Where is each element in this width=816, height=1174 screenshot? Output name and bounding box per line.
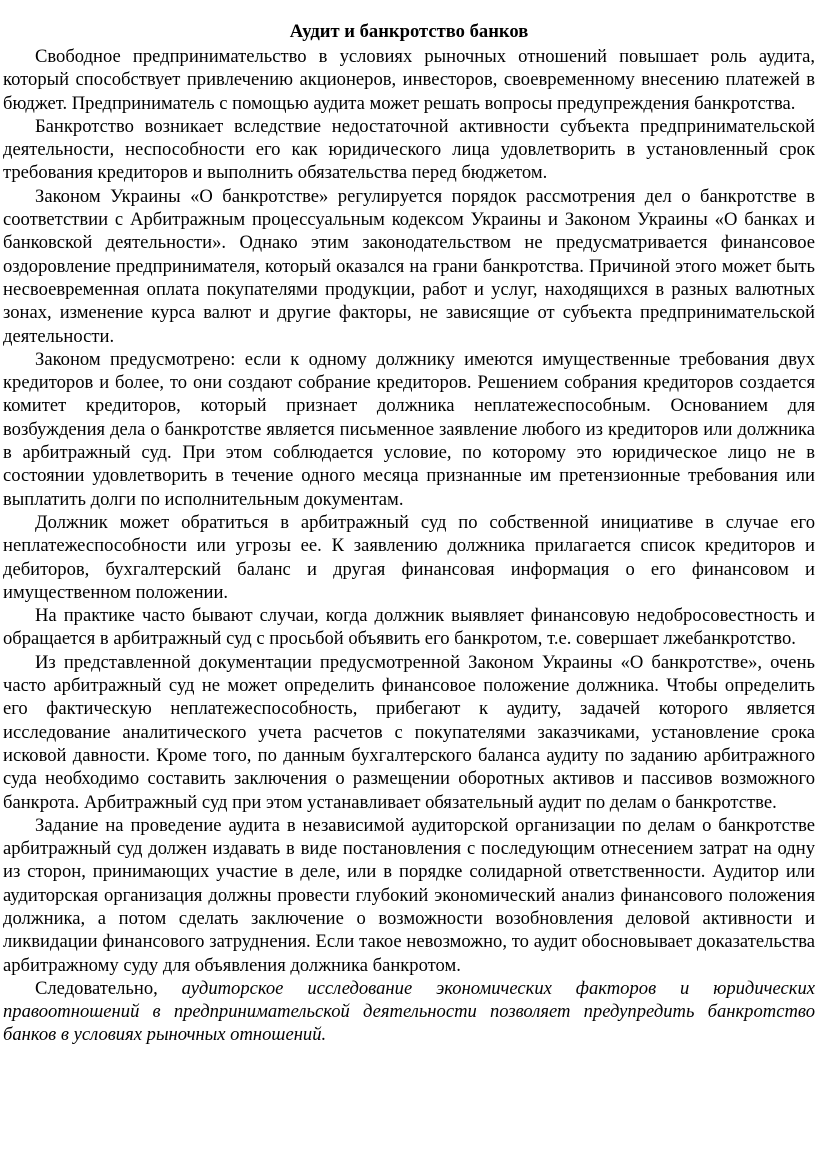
- document-title: Аудит и банкротство банков: [289, 21, 529, 42]
- paragraph-false-bankruptcy: На практике часто бывают случаи, когда должник выявляет финансовую недобросовестность и обращается в арбитражный суд с просьбой объявить его банкротом, т.е. совершает лжебанкротство.: [3, 605, 815, 650]
- paragraph-audit-role: Свободное предпринимательство в условиях рыночных отношений повышает роль аудита, который способствует привлечению акционеров, инвесторов, своевременному внесению платежей в бюджет. Предприниматель с помощью аудита может решать вопросы предупреждения банкротства.: [3, 46, 815, 114]
- paragraph-creditors-meeting: Законом предусмотрено: если к одному должнику имеются имущественные требования двух кредиторов и более, то они создают собрание кредиторов. Решением собрания кредиторов создается комитет кредиторов, который признает должника неплатежеспособным. Основанием для возбуждения дела о банкротстве является письменное заявление любого из кредиторов или должника в арбитражный суд. При этом соблюдается условие, по которому это юридическое лицо не в состоянии удовлетворить в течение одного месяца признанные им претензионные требования или выплатить долги по исполнительным документам.: [3, 348, 815, 510]
- conclusion-lead: Следовательно,: [35, 977, 182, 999]
- paragraph-bankruptcy-cause: Банкротство возникает вследствие недостаточной активности субъекта предпринимательской деятельности, неспособности его как юридического лица удовлетворить в установленный срок требования кредиторов и выполнить обязательства перед бюджетом.: [3, 115, 815, 184]
- paragraph-debtor-application: Должник может обратиться в арбитражный суд по собственной инициативе в случае его неплатежеспособности или угрозы ее. К заявлению должника прилагается список кредиторов и дебиторов, бухгалтерский баланс и другая финансовая информация о его финансовом и имущественном положении.: [3, 511, 815, 603]
- paragraph-audit-assignment: Задание на проведение аудита в независимой аудиторской организации по делам о банкротстве арбитражный суд должен издавать в виде постановления с последующим отнесением затрат на одну из сторон, принимающих участие в деле, или в порядке солидарной ответственности. Аудитор или аудиторская организация должны провести глубокий экономический анализ финансового положения должника, а потом сделать заключение о возможности возобновления деловой активности и ликвидации финансового затруднения. Если такое невозможно, то аудит обосновывает доказательства арбитражному суду для объявления должника банкротом.: [3, 814, 815, 976]
- conclusion-emphasis: аудиторское исследование экономических факторов и юридических правоотношений в предпринимательской деятельности позволяет предупредить банкротство банков в условиях рыночных отношений.: [3, 977, 815, 1046]
- paragraph-conclusion: [3, 977, 815, 1047]
- paragraph-bankruptcy-law: Законом Украины «О банкротстве» регулируется порядок рассмотрения дел о банкротстве в соответствии с Арбитражным процессуальным кодексом Украины и Законом Украины «О банках и банковской деятельности». Однако этим законодательством не предусматривается финансовое оздоровление предпринимателя, который оказался на грани банкротства. Причиной этого может быть несвоевременная оплата покупателями продукции, работ и услуг, находящихся в разных валютных зонах, изменение курса валют и другие факторы, не зависящие от субъекта предпринимательской деятельности.: [3, 185, 815, 347]
- paragraph-mandatory-audit: Из представленной документации предусмотренной Законом Украины «О банкротстве», очень часто арбитражный суд не может определить финансовое положение должника. Чтобы определить его фактическую неплатежеспособность, прибегают к аудиту, задачей которого является исследование аналитического учета расчетов с покупателями заказчиками, установление срока исковой давности. Кроме того, по данным бухгалтерского баланса аудиту по заданию арбитражного суда необходимо составить заключения о размещении оборотных активов и пассивов возможного банкрота. Арбитражный суд при этом устанавливает обязательный аудит по делам о банкротстве.: [3, 651, 815, 813]
